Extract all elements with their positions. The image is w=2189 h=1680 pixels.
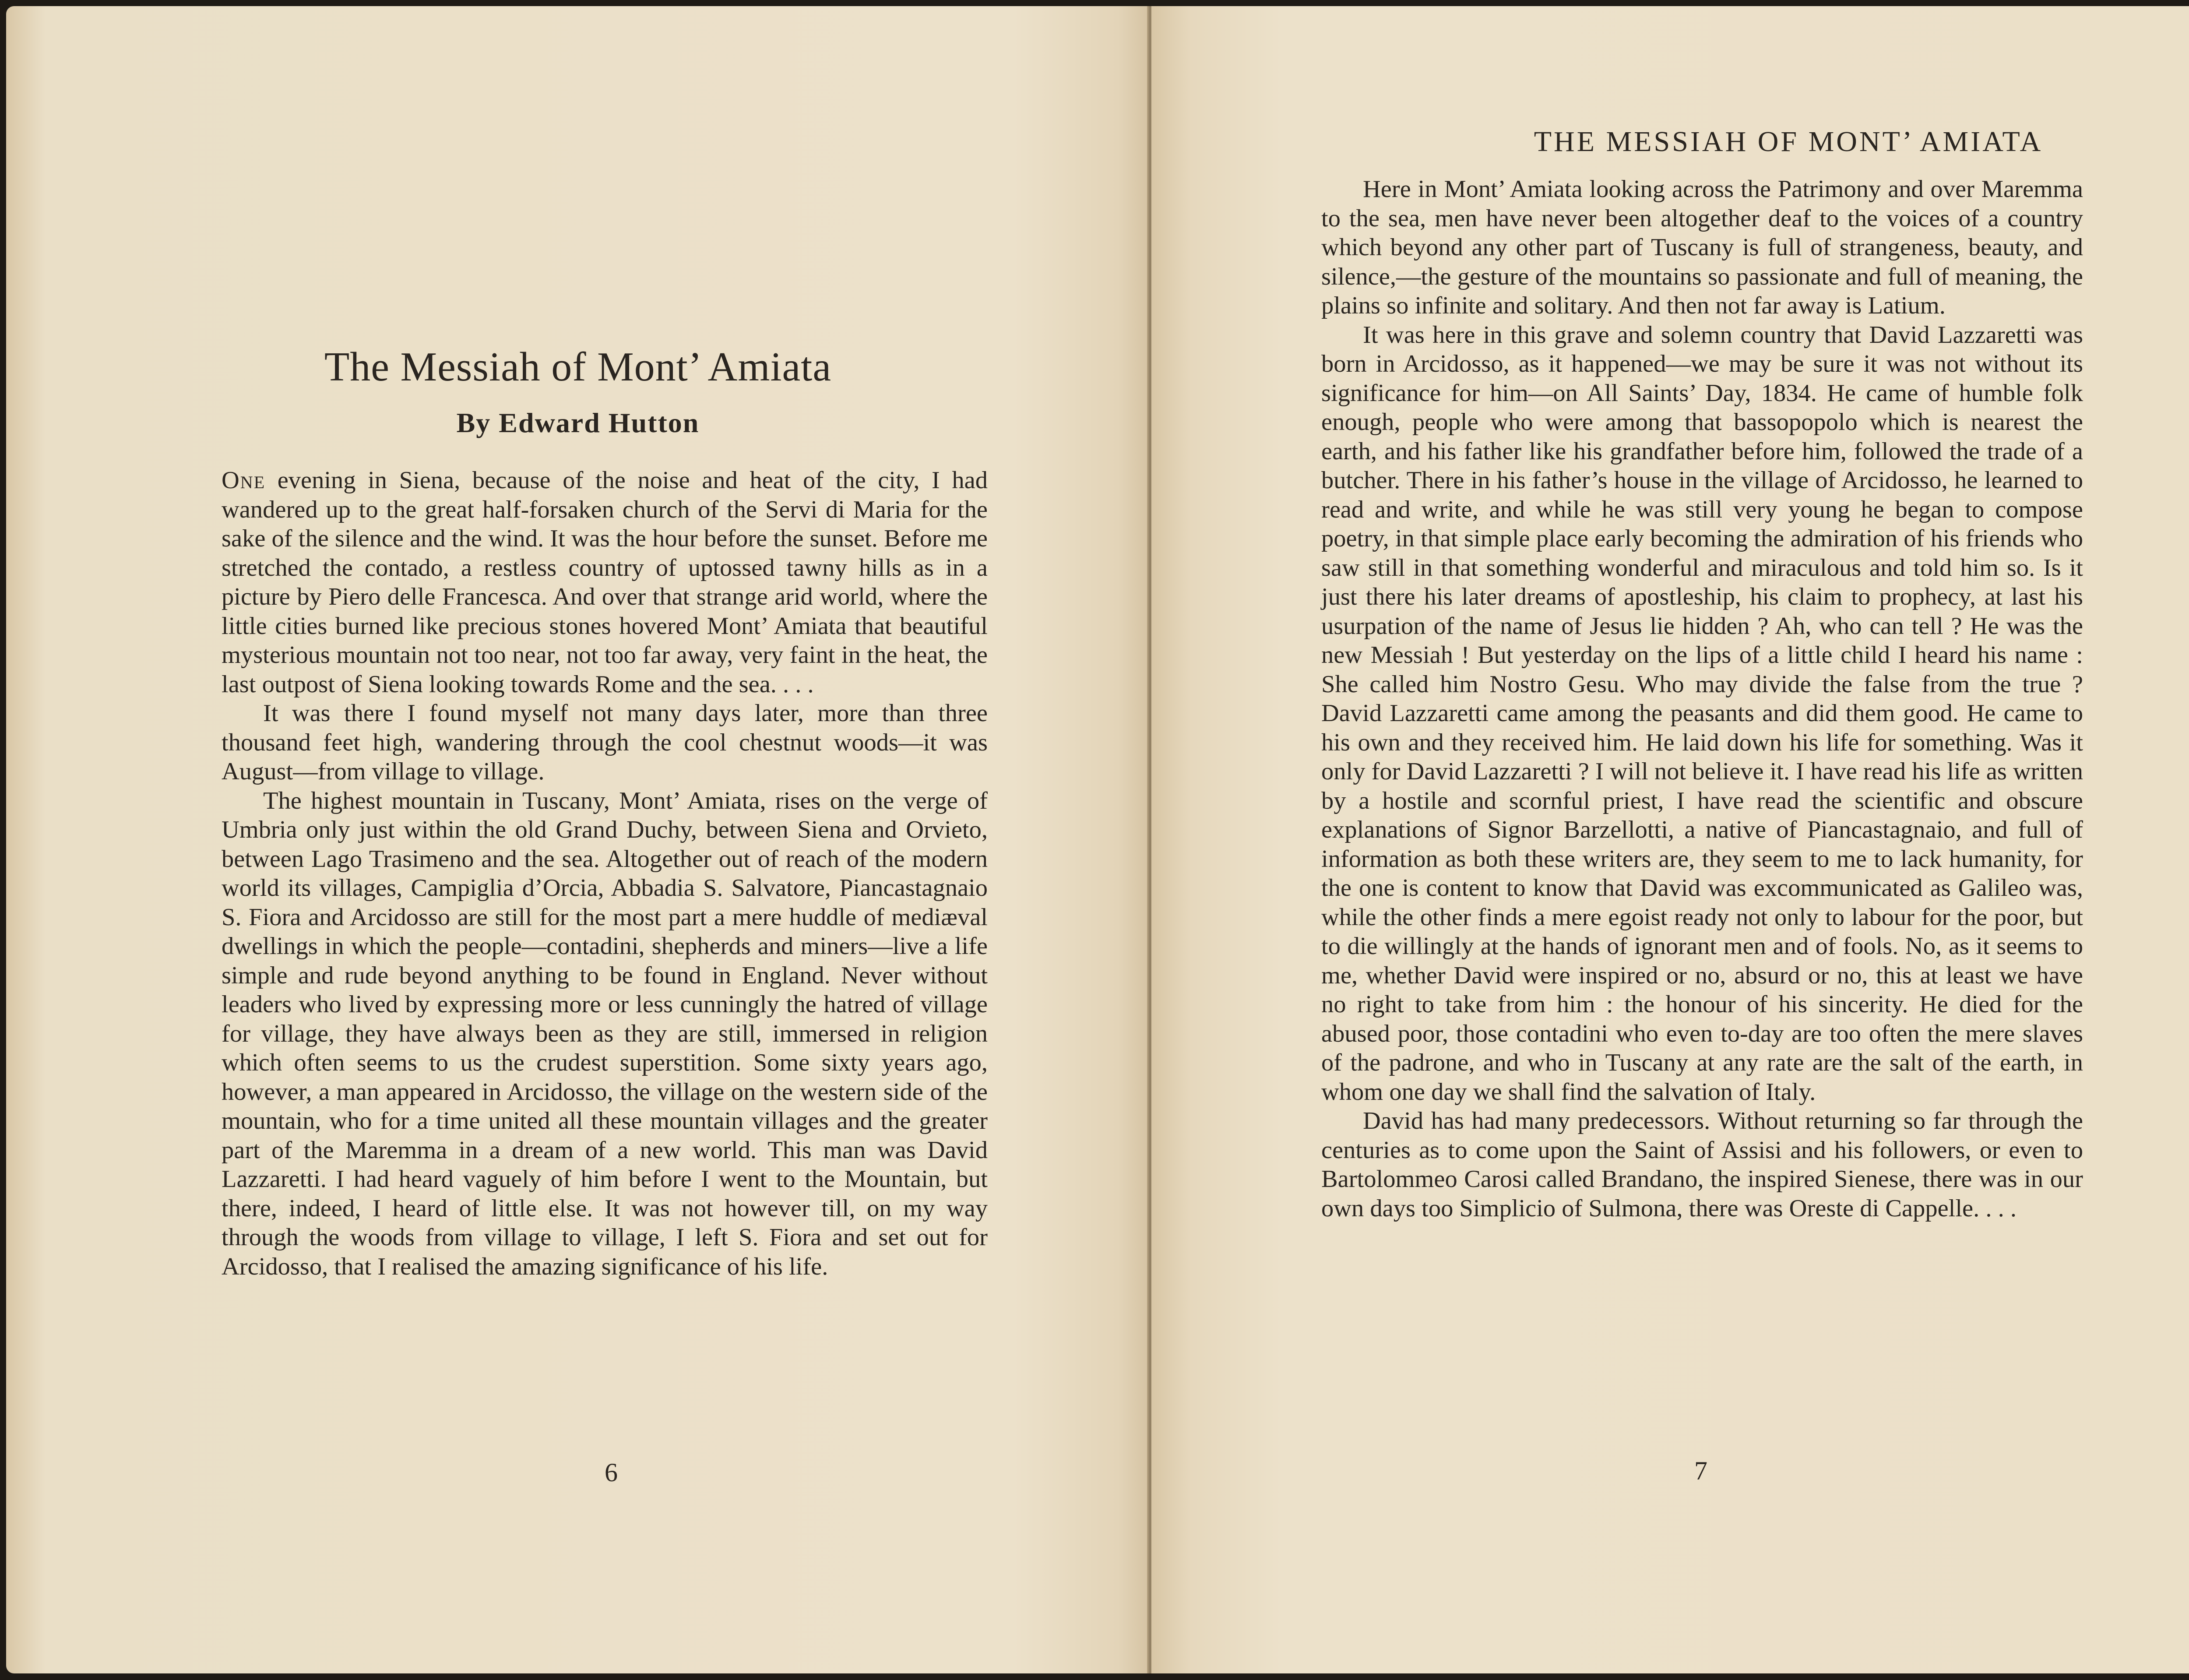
paragraph (222, 466, 988, 699)
page-number: 6 (605, 1458, 618, 1487)
paragraph-text: evening in Siena, because of the noise and heat of the city, I had wandered up to the great half-forsaken church of the Servi di Maria for the sake of the silence and the wind. It was the hour before the sunset. Before me stretched the contado, a restless country of uptossed tawny hills as in a picture by Piero delle Francesca. And over that strange arid world, where the little cities burned like precious stones hovered Mont’ Amiata that beautiful mysterious mountain not too near, not too far away, very faint in the heat, the last outpost of Siena looking towards Rome and the sea. . . . (222, 467, 988, 698)
right-page (1151, 6, 2189, 1673)
paragraph: Here in Mont’ Amiata looking across the Patrimony and over Maremma to the sea, men have never been altogether deaf to the voices of a country which beyond any other part of Tuscany is full of strangeness, beauty, and silence,—the gesture of the mountains so passionate and full of meaning, the plains so infinite and solitary. And then not far away is Latium. (1321, 176, 2083, 319)
paragraph: David has had many predecessors. Without returning so far through the centuries as to come upon the Saint of Assisi and his followers, or even to Bartolommeo Carosi called Brandano, the inspired Sienese, there was in our own days too Simplicio of Sulmona, there was Oreste di Cappelle. . . . (1321, 1107, 2083, 1222)
left-page (6, 6, 1150, 1673)
article-byline: By Edward Hutton (456, 407, 700, 438)
article-title: The Messiah of Mont’ Amiata (324, 344, 832, 390)
page-number: 7 (1694, 1456, 1707, 1485)
paragraph: It was here in this grave and solemn country that David Lazzaretti was born in Arcidosso, as it happened—we may be sure it was not without its significance for him—on All Saints’ Day, 1834. He came of humble folk enough, people who were among that bassopopolo which is nearest the earth, and his father like his grandfather before him, followed the trade of a butcher. There in his father’s house in the village of Arcidosso, he learned to read and write, and while he was still very young he began to compose poetry, in that simple place early becoming the admiration of his friends who saw still in that something wonderful and miraculous and told him so. Is it just there his later dreams of apostleship, his claim to prophecy, at last his usurpation of the name of Jesus lie hidden ? Ah, who can tell ? He was the new Messiah ! But yesterday on the lips of a little child I heard his name : She called him Nostro Gesu. Who may divide the false from the true ? David Lazzaretti came among the peasants and did them good. He came to his own and they received him. He laid down his life for something. Was it only for David Lazzaretti ? I will not believe it. I have read his life as written by a hostile and scornful priest, I have read the scientific and obscure explanations of Signor Barzellotti, a native of Piancastagnaio, and full of information as both these writers are, they seem to me to lack humanity, for the one is content to know that David was excommunicated as Galileo was, while the other finds a mere egoist ready not only to labour for the poor, but to die willingly at the hands of ignorant men and of fools. No, as it seems to me, whether David were inspired or no, absurd or no, this at least we have no right to take from him : the honour of his sincerity. He died for the abused poor, those contadini who even to-day are too often the mere slaves of the padrone, and who in Tuscany at any rate are the salt of the earth, in whom one day we shall find the salvation of Italy. (1321, 321, 2083, 1106)
left-page-text (222, 466, 988, 1281)
running-head: THE MESSIAH OF MONT’ AMIATA (1534, 126, 2043, 158)
paragraph: The highest mountain in Tuscany, Mont’ Amiata, rises on the verge of Umbria only just within the old Grand Duchy, between Siena and Orvieto, between Lago Trasimeno and the sea. Altogether out of reach of the modern world its villages, Campiglia d’Orcia, Abbadia S. Salvatore, Piancastagnaio S. Fiora and Arcidosso are still for the most part a mere huddle of mediæval dwellings in which the people—contadini, shepherds and miners—live a life simple and rude beyond anything to be found in England. Never without leaders who lived by expressing more or less cunningly the hatred of village for village, they have always been as they are still, immersed in religion which often seems to us the crudest superstition. Some sixty years ago, however, a man appeared in Arcidosso, the village on the western side of the mountain, who for a time united all these mountain villages and the greater part of the Maremma in a dream of a new world. This man was David Lazzaretti. I had heard vaguely of him before I went to the Mountain, but there, indeed, I heard of little else. It was not however till, on my way through the woods from village to village, I left S. Fiora and set out for Arcidosso, that I realised the amazing significance of his life. (222, 787, 988, 1280)
right-page-text (1321, 175, 2083, 1223)
opening-word: One (222, 467, 266, 494)
paragraph: It was there I found myself not many days later, more than three thousand feet high, wandering through the cool chestnut woods—it was August—from village to village. (222, 700, 988, 785)
